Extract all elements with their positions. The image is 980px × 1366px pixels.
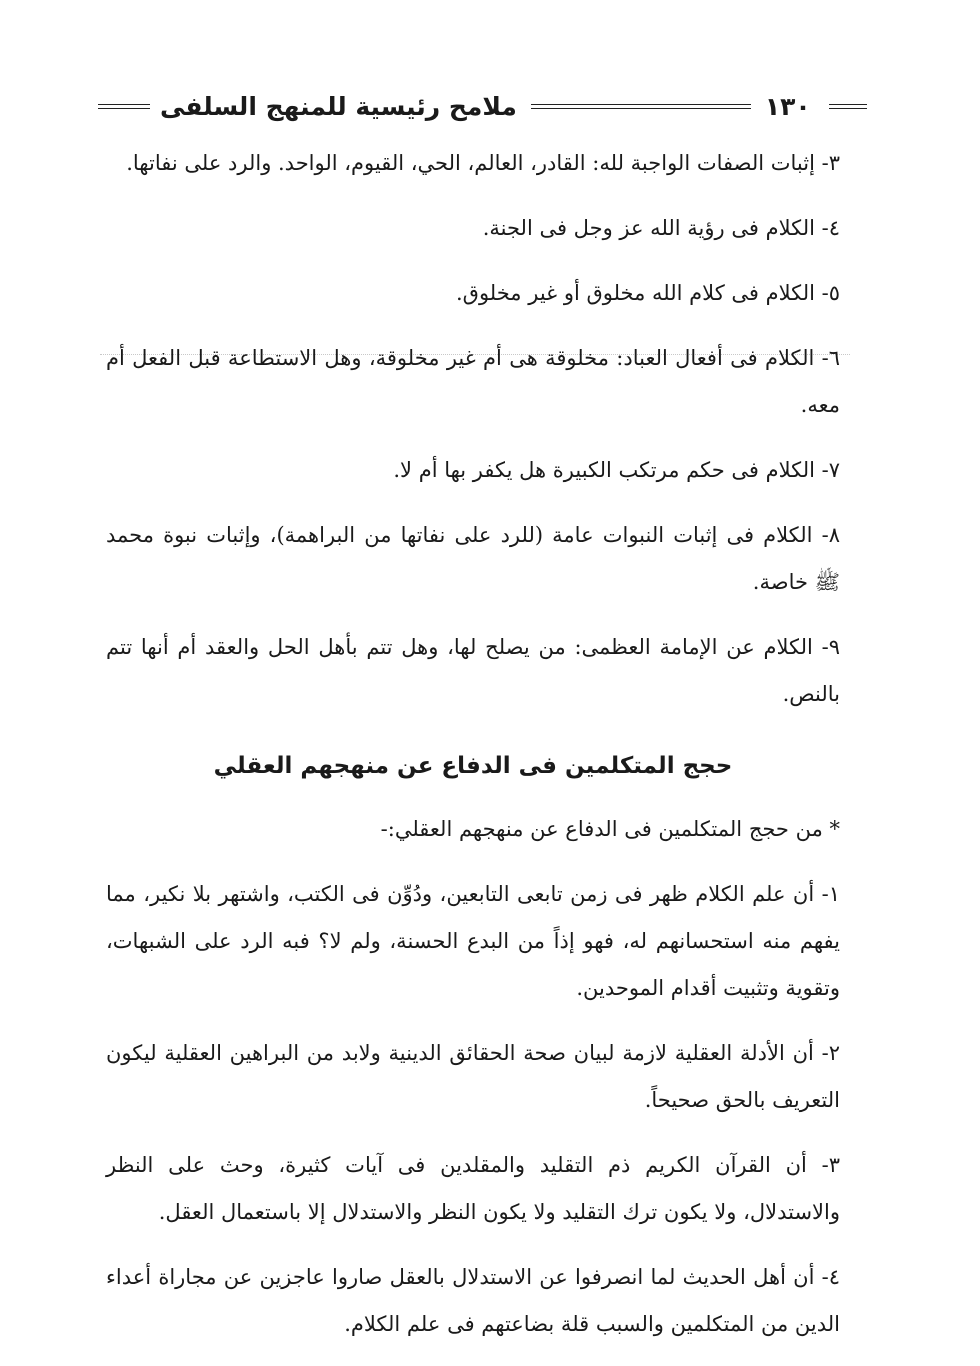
section-intro: * من حجج المتكلمين فى الدفاع عن منهجهم العقلي:-: [380, 817, 840, 841]
list-item-7: ٧- الكلام فى حكم مرتكب الكبيرة هل يكفر بها أم لا.: [393, 458, 840, 482]
argument-item-1: ١- أن علم الكلام ظهر فى زمن تابعى التابعين، ودُوِّن فى الكتب، واشتهر بلا نكير، مما يفهم منه استحسانهم له، فهو إذاً من البدع الحسنة، ولم لا؟ فبه الرد على الشبهات، وتقوية وتثبيت أقدام الموحدين.: [106, 882, 840, 1000]
argument-item-2: ٢- أن الأدلة العقلية لازمة لبيان صحة الحقائق الدينية ولابد من البراهين العقلية ليكون التعريف بالحق صحيحاً.: [106, 1041, 840, 1112]
header-rule-middle: [531, 104, 751, 109]
header-rule-right: [829, 104, 867, 109]
page-number: ١٣٠: [764, 91, 811, 121]
list-item-4: ٤- الكلام فى رؤية الله عز وجل فى الجنة.: [482, 216, 840, 240]
list-item-6: ٦- الكلام فى أفعال العباد: مخلوقة هى أم غير مخلوقة، وهل الاستطاعة قبل الفعل أم معه.: [106, 346, 840, 417]
list-item-3: ٣- إثبات الصفات الواجبة لله: القادر، العالم، الحي، القيوم، الواحد. والرد على نفاتها.: [126, 151, 840, 175]
list-item-9: ٩- الكلام عن الإمامة العظمى: من يصلح لها، وهل تتم بأهل الحل والعقد أم أنها تتم بالنص.: [106, 635, 840, 706]
running-header: [98, 88, 842, 124]
header-rule-left: [98, 104, 150, 109]
argument-item-3: ٣- أن القرآن الكريم ذم التقليد والمقلدين فى آيات كثيرة، وحث على النظر والاستدلال، ولا يكون ترك التقليد ولا يكون النظر والاستدلال إلا باستعمال العقل.: [106, 1153, 840, 1224]
section-heading: حجج المتكلمين فى الدفاع عن منهجهم العقلي: [213, 753, 733, 779]
argument-item-4: ٤- أن أهل الحديث لما انصرفوا عن الاستدلال بالعقل صاروا عاجزين عن مجاراة أعداء الدين من المتكلمين والسبب قلة بضاعتهم فى علم الكلام.: [106, 1265, 840, 1336]
running-header-title: ملامح رئيسية للمنهج السلفى: [160, 91, 517, 121]
list-item-8: ٨- الكلام فى إثبات النبوات عامة (للرد على نفاتها من البراهمة)، وإثبات نبوة محمد ﷺ خاصة.: [106, 523, 840, 594]
list-item-5: ٥- الكلام فى كلام الله مخلوق أو غير مخلوق.: [455, 281, 840, 305]
page-body: [106, 140, 840, 1366]
